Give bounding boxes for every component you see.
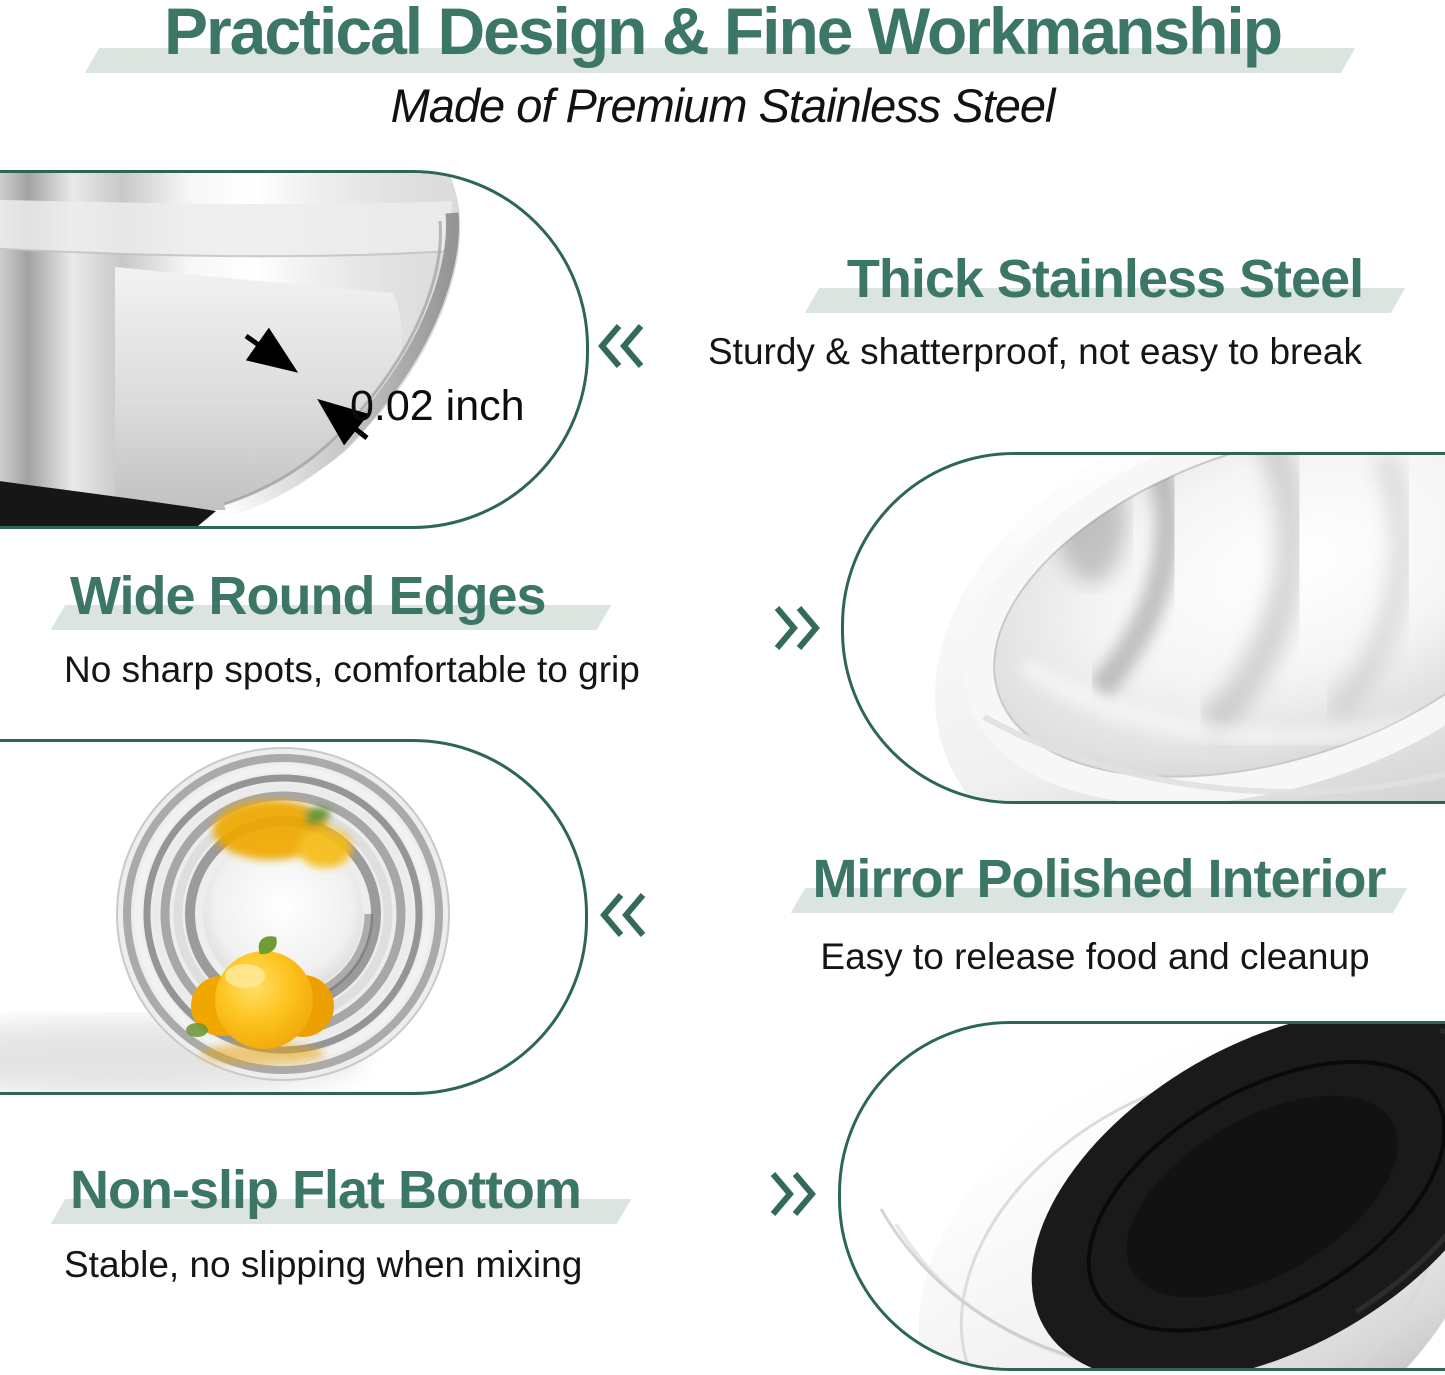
feature1-body: Sturdy & shatterproof, not easy to break — [707, 331, 1363, 372]
bowl-bottom-photo — [841, 1024, 1445, 1368]
feature-image-bowl-top-view — [0, 739, 588, 1095]
mirror-bowl — [869, 455, 1445, 801]
bowl-top-view-photo — [0, 742, 585, 1092]
page-title: Practical Design & Fine Workmanship — [163, 0, 1282, 68]
feature2-body: No sharp spots, comfortable to grip — [64, 649, 640, 690]
feature3-heading: Mirror Polished Interior — [812, 849, 1386, 909]
double-chevron-right-icon — [768, 1170, 816, 1218]
page-subtitle: Made of Premium Stainless Steel — [390, 79, 1055, 132]
feature4-heading: Non-slip Flat Bottom — [70, 1160, 581, 1220]
feature1-heading: Thick Stainless Steel — [846, 249, 1364, 309]
thickness-label: 0.02 inch — [350, 382, 525, 430]
bowl-edge-photo — [0, 173, 586, 526]
feature-image-non-slip-bottom — [838, 1021, 1445, 1371]
feature3-body: Easy to release food and cleanup — [820, 936, 1370, 977]
feature-image-bowl-edge-closeup — [0, 170, 589, 529]
double-chevron-left-icon — [600, 891, 648, 939]
steel-bowl-wall — [0, 173, 460, 526]
bowl-interior-photo — [844, 455, 1445, 801]
feature4-body: Stable, no slipping when mixing — [64, 1244, 583, 1285]
feature2-heading: Wide Round Edges — [70, 566, 546, 626]
double-chevron-right-icon — [772, 604, 820, 652]
feature-image-bowl-interior — [841, 452, 1445, 804]
